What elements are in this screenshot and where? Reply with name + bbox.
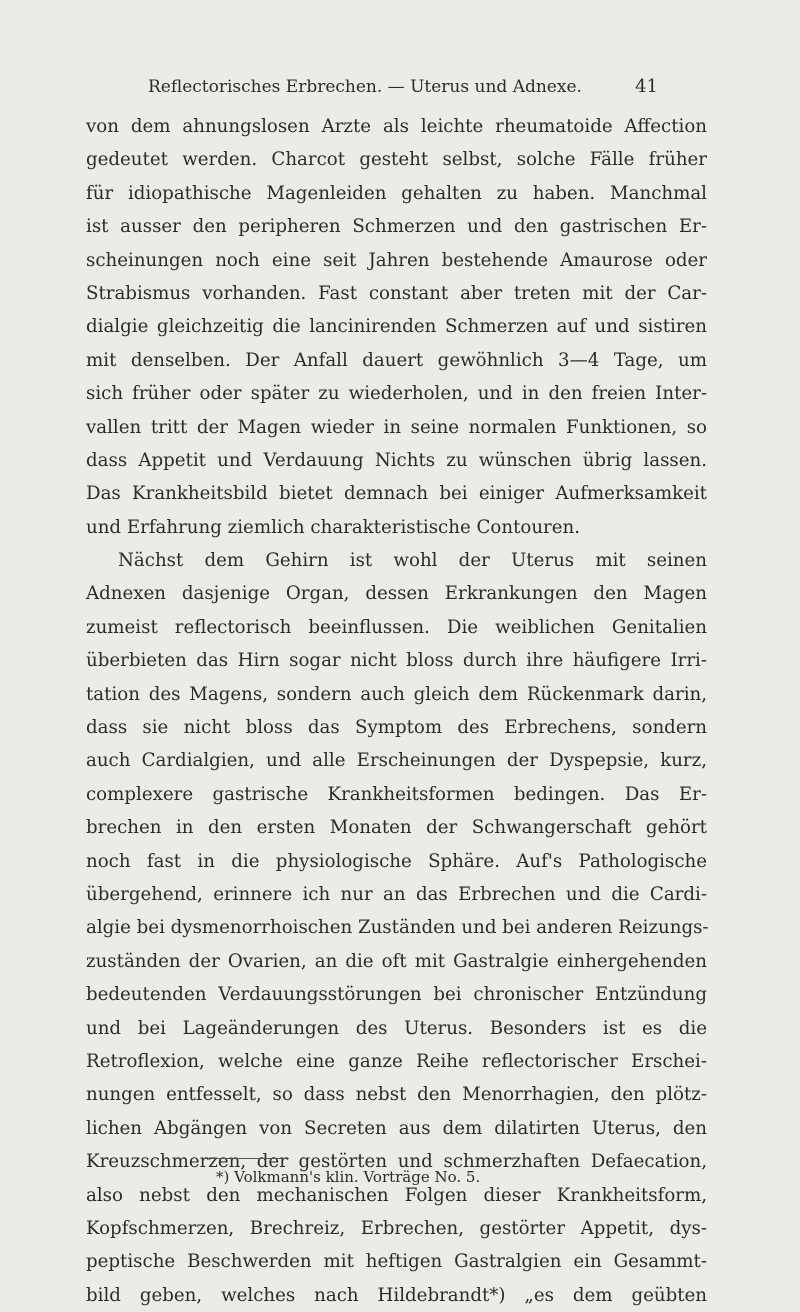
text-line: und bei Lageänderungen des Uterus. Besonders ist es die	[86, 1017, 707, 1039]
text-line: Das Krankheitsbild bietet demnach bei einiger Aufmerksamkeit	[86, 483, 707, 505]
text-line: Retroflexion, welche eine ganze Reihe reflectorischer Erschei-	[86, 1050, 707, 1072]
text-line: ist ausser den peripheren Schmerzen und den gastrischen Er-	[86, 216, 707, 238]
footnote-rule	[203, 1158, 289, 1159]
text-line: Adnexen dasjenige Organ, dessen Erkrankungen den Magen	[86, 583, 707, 605]
text-line: Strabismus vorhanden. Fast constant aber treten mit der Car-	[86, 282, 707, 304]
text-line: sich früher oder später zu wiederholen, und in den freien Inter-	[86, 383, 707, 405]
text-line: von dem ahnungslosen Arzte als leichte rheumatoide Affection	[86, 116, 707, 137]
text-line: dass sie nicht bloss das Symptom des Erbrechens, sondern	[86, 717, 707, 739]
text-line: gedeutet werden. Charcot gesteht selbst, solche Fälle früher	[86, 149, 707, 171]
text-line: also nebst den mechanischen Folgen dieser Krankheitsform,	[86, 1184, 707, 1206]
text-line: algie bei dysmenorrhoischen Zuständen und bei anderen Reizungs-	[86, 917, 709, 939]
text-line: bedeutenden Verdauungsstörungen bei chronischer Entzündung	[86, 984, 707, 1006]
text-line: überbieten das Hirn sogar nicht bloss durch ihre häufigere Irri-	[86, 650, 707, 672]
page-number: 41	[635, 76, 658, 97]
body-text	[86, 110, 707, 1312]
running-title: Reflectorisches Erbrechen. — Uterus und Adnexe.	[148, 77, 582, 97]
text-line: für idiopathische Magenleiden gehalten zu haben. Manchmal	[86, 182, 707, 204]
text-line: scheinungen noch eine seit Jahren bestehende Amaurose oder	[86, 249, 707, 271]
text-line: dialgie gleichzeitig die lancinirenden Schmerzen auf und sistiren	[86, 316, 707, 338]
text-line: zumeist reflectorisch beeinflussen. Die weiblichen Genitalien	[86, 616, 707, 638]
paragraph-end-line: und Erfahrung ziemlich charakteristische Contouren.	[86, 516, 581, 538]
page-header	[148, 74, 658, 100]
text-line: auch Cardialgien, und alle Erscheinungen der Dyspepsie, kurz,	[86, 750, 707, 772]
text-line: Kopfschmerzen, Brechreiz, Erbrechen, gestörter Appetit, dys-	[86, 1217, 707, 1239]
text-line: noch fast in die physiologische Sphäre. Auf's Pathologische	[86, 850, 707, 872]
text-line: bild geben, welches nach Hildebrandt*) „es dem geübten	[86, 1284, 707, 1306]
text-line: vallen tritt der Magen wieder in seine normalen Funktionen, so	[86, 416, 707, 438]
text-line: peptische Beschwerden mit heftigen Gastralgien ein Gesammt-	[86, 1251, 707, 1273]
paragraph-start-line: Nächst dem Gehirn ist wohl der Uterus mit seinen	[118, 550, 707, 572]
text-line: nungen entfesselt, so dass nebst den Menorrhagien, den plötz-	[86, 1084, 707, 1106]
text-line: complexere gastrische Krankheitsformen bedingen. Das Er-	[86, 783, 707, 805]
footnote: *) Volkmann's klin. Vorträge No. 5.	[216, 1168, 481, 1186]
text-line: dass Appetit und Verdauung Nichts zu wünschen übrig lassen.	[86, 449, 707, 471]
text-line: tation des Magens, sondern auch gleich dem Rückenmark darin,	[86, 683, 707, 705]
text-line: brechen in den ersten Monaten der Schwangerschaft gehört	[86, 817, 707, 839]
text-line: zuständen der Ovarien, an die oft mit Gastralgie einhergehenden	[86, 950, 707, 972]
text-line: Kreuzschmerzen, der gestörten und schmerzhaften Defaecation,	[86, 1151, 707, 1173]
text-line: übergehend, erinnere ich nur an das Erbrechen und die Cardi-	[86, 883, 707, 905]
text-line: lichen Abgängen von Secreten aus dem dilatirten Uterus, den	[86, 1117, 707, 1139]
text-line: mit denselben. Der Anfall dauert gewöhnlich 3—4 Tage, um	[86, 349, 707, 371]
